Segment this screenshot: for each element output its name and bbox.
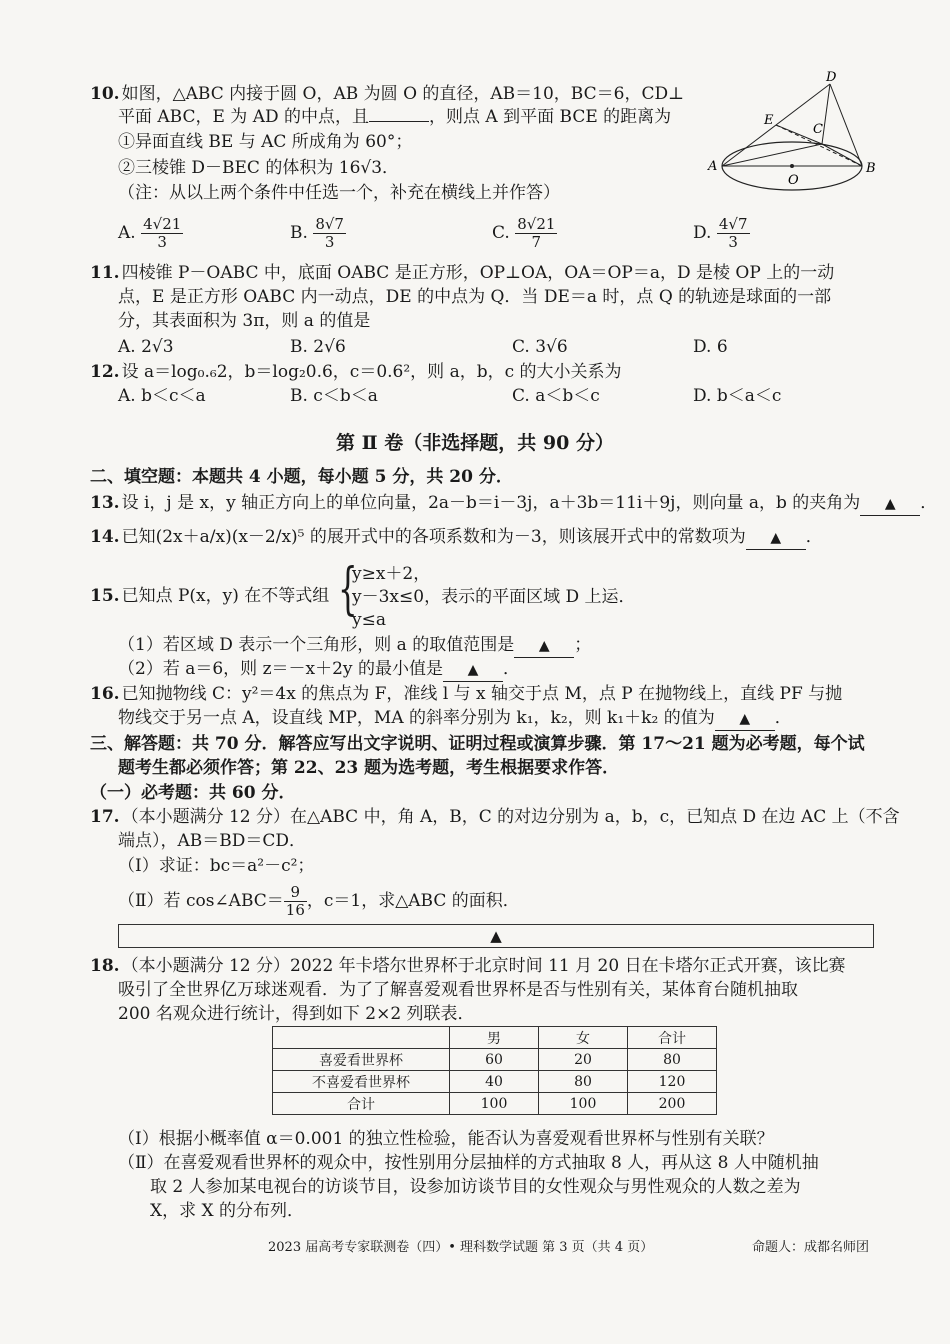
q14-expression: (2x＋a/x)(x－2/x)⁵	[155, 527, 305, 547]
q15-ineq-1: y≥x＋2，	[352, 564, 431, 584]
denominator: 7	[531, 233, 542, 251]
q11-option-c: C. 3√6	[512, 337, 568, 357]
q17-fraction	[284, 884, 307, 919]
numerator: 9	[284, 884, 307, 902]
q11-number: 11.	[90, 263, 120, 283]
q12-option-b: B. c＜b＜a	[290, 386, 378, 406]
q15-ineq-2-text: y－3x≤0，	[352, 587, 442, 607]
q18-line3: 200 名观众进行统计，得到如下 2×2 列联表．	[118, 1004, 475, 1024]
q17-number: 17.	[90, 807, 120, 827]
q10-text-1: 如图，△ABC 内接于圆 O，AB 为圆 O 的直径，AB＝10，BC＝6，CD⊥	[121, 84, 685, 104]
label-c: C	[813, 122, 823, 137]
q18-part1: （Ⅰ）根据小概率值 α＝0.001 的独立性检验，能否认为喜爱观看世界杯与性别有关联？	[118, 1129, 774, 1149]
part2-title: 第 Ⅱ 卷（非选择题，共 90 分）	[336, 432, 614, 454]
numerator: 4√7	[718, 215, 748, 233]
q11-line2: 点，E 是正方形 OABC 内一动点，DE 的中点为 Q．当 DE＝a 时，点 Q 的轨迹是球面的一部	[118, 287, 832, 307]
q14-text: 的展开式中的各项系数和为－3，则该展开式中的常数项为	[304, 527, 746, 547]
q12-number: 12.	[90, 362, 120, 382]
answer-marker: ▲	[490, 927, 502, 945]
q17-text-1: （本小题满分 12 分）在△ABC 中，角 A，B，C 的对边分别为 a，b，c，已知点 D 在边 AC 上（不含	[121, 807, 900, 827]
q16-number: 16.	[90, 684, 120, 704]
blank-marker: ▲	[467, 662, 479, 678]
q11-line1	[90, 262, 880, 284]
table-row	[273, 1093, 717, 1115]
solution-section-header-1: 三、解答题：共 70 分．解答应写出文字说明、证明过程或演算步骤．第 17～21 题为必考题，每个试	[90, 734, 865, 754]
q15-brace: {	[338, 557, 358, 622]
q10-condition-2: ②三棱锥 D－BEC 的体积为 16√3．	[118, 158, 400, 178]
table-cell: 合计	[273, 1093, 450, 1115]
numerator: 4√21	[143, 215, 182, 233]
q11-text-1: 四棱锥 P－OABC 中，底面 OABC 是正方形，OP⊥OA，OA＝OP＝a，D 是棱 OP 上的一动	[121, 263, 835, 283]
blank-marker: ▲	[538, 638, 550, 654]
option-fraction	[141, 216, 183, 251]
q13-line	[90, 492, 938, 516]
q17-answer-box[interactable]	[118, 924, 874, 948]
q12-text-1: 设 a＝log₀.₆2，b＝log₂0.6，c＝0.6²，则 a，b，c 的大小关系为	[121, 362, 622, 382]
table-header-cell: 男	[450, 1027, 539, 1049]
denominator: 3	[324, 233, 335, 251]
q10-note: （注：从以上两个条件中任选一个，补充在横线上并作答）	[118, 183, 560, 203]
table-cell: 100	[450, 1093, 539, 1115]
q13-number: 13.	[90, 493, 120, 513]
option-fraction	[717, 216, 750, 251]
table-cell: 80	[628, 1049, 717, 1071]
q18-text-1: （本小题满分 12 分）2022 年卡塔尔世界杯于北京时间 11 月 20 日在卡塔尔正式开赛，该比赛	[121, 956, 846, 976]
q11-option-a: A. 2√3	[118, 337, 174, 357]
q15-number: 15.	[90, 586, 120, 606]
table-cell: 60	[450, 1049, 539, 1071]
q15-ineq-3: y≤a	[352, 610, 386, 630]
q14-number: 14.	[90, 527, 120, 547]
q15-part2-text: （2）若 a＝6，则 z＝－x＋2y 的最小值是	[118, 659, 443, 679]
q15-post: 表示的平面区域 D 上运．	[441, 587, 636, 607]
q16-line1	[90, 683, 880, 705]
q12-option-c: C. a＜b＜c	[512, 386, 600, 406]
q16-end: ．	[774, 708, 792, 728]
numerator: 8√21	[517, 215, 556, 233]
footer-page-info: 2023 届高考专家联测卷（四）• 理科数学试题 第 3 页（共 4 页）	[268, 1240, 654, 1255]
table-header-cell: 女	[539, 1027, 628, 1049]
solution-section-header-2: 题考生都必须作答；第 22、23 题为选考题，考生根据要求作答．	[118, 758, 620, 778]
q10-line2	[118, 106, 880, 128]
q11-option-b: B. 2√6	[290, 337, 346, 357]
option-label: C.	[492, 223, 510, 243]
q15-ineq-2	[352, 586, 636, 608]
q16-line2	[118, 707, 880, 731]
q15-part1-blank	[514, 634, 574, 658]
q10-text-2b: ，则点 A 到平面 BCE 的距离为	[429, 107, 672, 127]
q13-answer-blank	[860, 492, 920, 516]
q10-text-2a: 平面 ABC，E 为 AD 的中点，且	[118, 107, 370, 127]
q16-answer-blank	[715, 707, 775, 731]
fill-blank-section-header: 二、填空题：本题共 4 小题，每小题 5 分，共 20 分．	[90, 467, 513, 487]
q15-part2	[118, 658, 880, 682]
q10-line1	[90, 83, 880, 105]
q15-part1-text: （1）若区域 D 表示一个三角形，则 a 的取值范围是	[118, 635, 515, 655]
q10-condition-1: ①异面直线 BE 与 AC 所成角为 60°；	[118, 132, 413, 152]
q14-pre: 已知	[121, 527, 156, 547]
numerator: 8√7	[315, 215, 344, 233]
table-row	[273, 1071, 717, 1093]
label-a: A	[708, 159, 718, 174]
table-cell: 不喜爱看世界杯	[273, 1071, 450, 1093]
table-cell: 20	[539, 1049, 628, 1071]
table-cell: 120	[628, 1071, 717, 1093]
denominator: 16	[285, 901, 305, 919]
q18-part2-line2: 取 2 人参加某电视台的访谈节目，设参加访谈节目的女性观众与男性观众的人数之差为	[150, 1177, 801, 1197]
footer-author: 命题人：成都名师团	[752, 1240, 870, 1255]
label-b: B	[866, 161, 876, 176]
table-cell: 喜爱看世界杯	[273, 1049, 450, 1071]
table-cell: 100	[539, 1093, 628, 1115]
q10-condition-blank	[369, 121, 429, 122]
q10-option-a	[118, 216, 183, 251]
option-label: A.	[118, 223, 136, 243]
label-d: D	[826, 70, 837, 85]
q18-line1	[90, 955, 880, 977]
label-e: E	[764, 113, 774, 128]
contingency-table	[272, 1026, 717, 1115]
required-section-header: （一）必考题：共 60 分．	[90, 783, 296, 803]
q18-part2-line3: X，求 X 的分布列．	[150, 1201, 305, 1221]
q17-part2	[118, 884, 880, 919]
q15-part2-end: ．	[502, 659, 520, 679]
q10-options	[118, 216, 818, 256]
q17-part2-pre: （Ⅱ）若 cos∠ABC＝	[118, 891, 284, 911]
option-label: D.	[693, 223, 712, 243]
q16-text-2: 物线交于另一点 A，设直线 MP，MA 的斜率分别为 k₁，k₂，则 k₁＋k₂ 的值为	[118, 708, 715, 728]
table-header-cell: 合计	[628, 1027, 717, 1049]
q12-line1	[90, 361, 880, 383]
denominator: 3	[157, 233, 167, 251]
table-cell: 40	[450, 1071, 539, 1093]
option-fraction	[313, 216, 346, 251]
q12-option-a: A. b＜c＜a	[118, 386, 206, 406]
denominator: 3	[728, 233, 738, 251]
q15-part2-blank	[443, 658, 503, 682]
q18-line2: 吸引了全世界亿万球迷观看．为了了解喜爱观看世界杯是否与性别有关，某体育台随机抽取	[118, 980, 798, 1000]
q17-line2: 端点），AB＝BD＝CD．	[118, 831, 307, 851]
table-header-cell	[273, 1027, 450, 1049]
q14-answer-blank	[746, 526, 806, 550]
table-header-row	[273, 1027, 717, 1049]
q18-part2-line1: （Ⅱ）在喜爱观看世界杯的观众中，按性别用分层抽样的方式抽取 8 人，再从这 8 人中随机抽	[118, 1153, 819, 1173]
q16-text-1: 已知抛物线 C：y²＝4x 的焦点为 F，准线 l 与 x 轴交于点 M，点 P 在抛物线上，直线 PF 与抛	[121, 684, 843, 704]
q11-option-d: D. 6	[693, 337, 728, 357]
q11-line3: 分，其表面积为 3π，则 a 的值是	[118, 311, 371, 331]
q10-option-c	[492, 216, 557, 251]
q10-option-d	[693, 216, 750, 251]
blank-marker: ▲	[770, 530, 782, 546]
q14-line	[90, 526, 880, 550]
q18-number: 18.	[90, 956, 120, 976]
q14-end: ．	[805, 527, 823, 547]
q17-part1: （Ⅰ）求证：bc＝a²－c²；	[118, 856, 315, 876]
table-cell: 200	[628, 1093, 717, 1115]
q15-part1	[118, 634, 880, 658]
blank-marker: ▲	[739, 711, 751, 727]
option-label: B.	[290, 223, 308, 243]
q13-text: 设 i，j 是 x，y 轴正方向上的单位向量，2a－b＝i－3j，a＋3b＝11i＋9j，则向量 a，b 的夹角为	[121, 493, 861, 513]
label-o: O	[788, 173, 799, 188]
q15-pre: 已知点 P(x，y) 在不等式组	[121, 586, 330, 606]
blank-marker: ▲	[884, 496, 896, 512]
q15-part1-end: ；	[574, 635, 592, 655]
q13-end: ．	[920, 493, 938, 513]
q17-part2-post: ，c＝1，求△ABC 的面积．	[306, 891, 520, 911]
q10-option-b	[290, 216, 346, 251]
q17-line1	[90, 806, 900, 828]
option-fraction	[515, 216, 557, 251]
q12-option-d: D. b＜a＜c	[693, 386, 782, 406]
q10-number: 10.	[90, 84, 120, 104]
table-cell: 80	[539, 1071, 628, 1093]
table-row	[273, 1049, 717, 1071]
